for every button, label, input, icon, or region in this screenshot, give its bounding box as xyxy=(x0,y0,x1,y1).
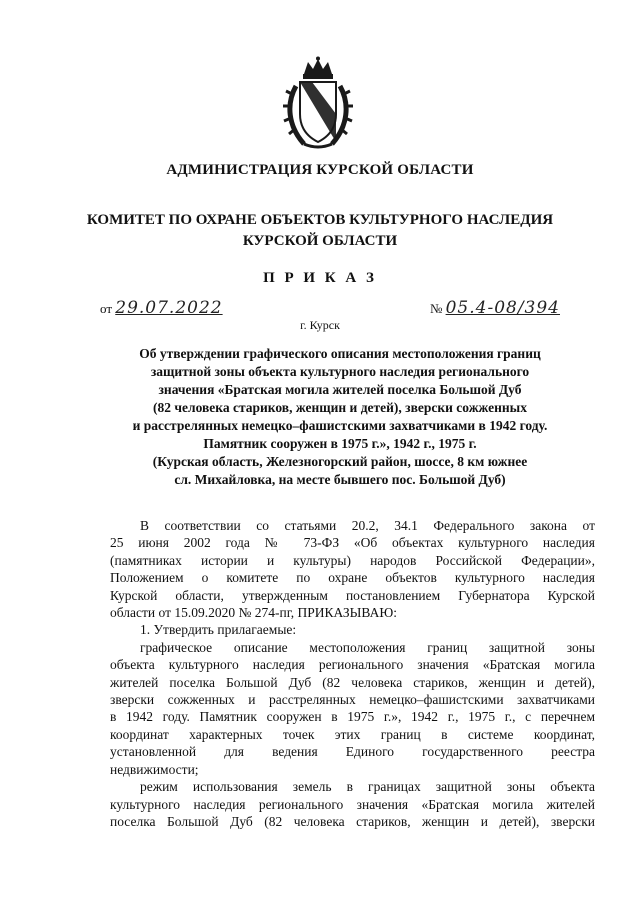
order-body xyxy=(110,517,595,830)
body-line: В соответствии со статьями 20.2, 34.1 Федерального закона от xyxy=(140,518,595,533)
city-label: г. Курск xyxy=(300,318,340,332)
body-line: культурного наследия регионального значения «Братская могила жителей xyxy=(110,796,595,812)
title-line: и расстрелянных немецко–фашистскими захватчиками в 1942 году. xyxy=(132,418,548,433)
order-heading: П Р И К А З xyxy=(263,270,377,286)
number-value: 05.4-08/394 xyxy=(445,298,560,318)
title-line: Об утверждении графического описания местоположения границ xyxy=(139,346,541,361)
title-line: значения «Братская могила жителей поселка Большой Дуб xyxy=(158,382,522,397)
committee-heading xyxy=(0,210,640,252)
body-line: (памятниках истории и культуры) народов Российской Федерации», xyxy=(110,552,595,568)
item-1-graphic-description-paragraph xyxy=(110,639,595,778)
body-line: в 1942 году. Памятник сооружен в 1975 г.», 1942 г., 1975 г., с перечнем xyxy=(110,709,595,725)
preamble-paragraph xyxy=(110,517,595,621)
body-line: области от 15.09.2020 № 274-пг, ПРИКАЗЫВАЮ: xyxy=(110,605,397,621)
title-line: сл. Михайловка, на месте бывшего пос. Большой Дуб) xyxy=(174,472,506,487)
body-line: режим использования земель в границах защитной зоны объекта xyxy=(140,779,595,795)
title-line: (82 человека стариков, женщин и детей), зверски сожженных xyxy=(153,400,527,415)
body-line: графическое описание местоположения границ защитной зоны xyxy=(140,639,595,655)
body-line: 25 июня 2002 года № 73-ФЗ «Об объектах культурного наследия xyxy=(110,535,595,551)
committee-heading-line: КОМИТЕТ ПО ОХРАНЕ ОБЪЕКТОВ КУЛЬТУРНОГО НАСЛЕДИЯ xyxy=(86,212,554,228)
body-line: жителей поселка Большой Дуб (82 человека стариков, женщин и детей), xyxy=(110,674,595,690)
order-number xyxy=(430,298,560,318)
order-date xyxy=(100,298,223,318)
body-line: недвижимости; xyxy=(110,761,199,777)
item-1-paragraph xyxy=(110,621,595,638)
item-1-land-use-regime-paragraph xyxy=(110,778,595,830)
body-line: поселка Большой Дуб (82 человека стариков, женщин и детей), зверски xyxy=(110,813,595,829)
title-line: Памятник сооружен в 1975 г.», 1942 г., 1975 г. xyxy=(203,436,477,451)
body-line: зверски сожженных и расстрелянных немецко–фашистскими захватчиками xyxy=(110,692,595,708)
body-line: объекта культурного наследия регионального значения «Братская могила xyxy=(110,657,595,673)
body-line: Положением о комитете по охране объектов культурного наследия xyxy=(110,570,595,586)
date-prefix: от xyxy=(100,301,113,316)
committee-heading-line: КУРСКОЙ ОБЛАСТИ xyxy=(242,233,398,249)
kursk-coat-of-arms-icon xyxy=(282,56,354,152)
number-prefix: № xyxy=(429,301,443,316)
administration-heading: АДМИНИСТРАЦИЯ КУРСКОЙ ОБЛАСТИ xyxy=(166,162,474,178)
date-value: 29.07.2022 xyxy=(115,298,223,318)
body-line: установленной для ведения Единого государственного реестра xyxy=(110,744,595,760)
order-title xyxy=(100,345,580,489)
body-line: координат характерных точек этих границ в системе координат, xyxy=(110,726,595,742)
body-line: Курской области, утвержденным постановлением Губернатора Курской xyxy=(110,587,595,603)
title-line: защитной зоны объекта культурного наследия регионального xyxy=(150,364,530,379)
title-line: (Курская область, Железногорский район, шоссе, 8 км южнее xyxy=(152,454,528,469)
body-line: 1. Утвердить прилагаемые: xyxy=(140,622,297,638)
